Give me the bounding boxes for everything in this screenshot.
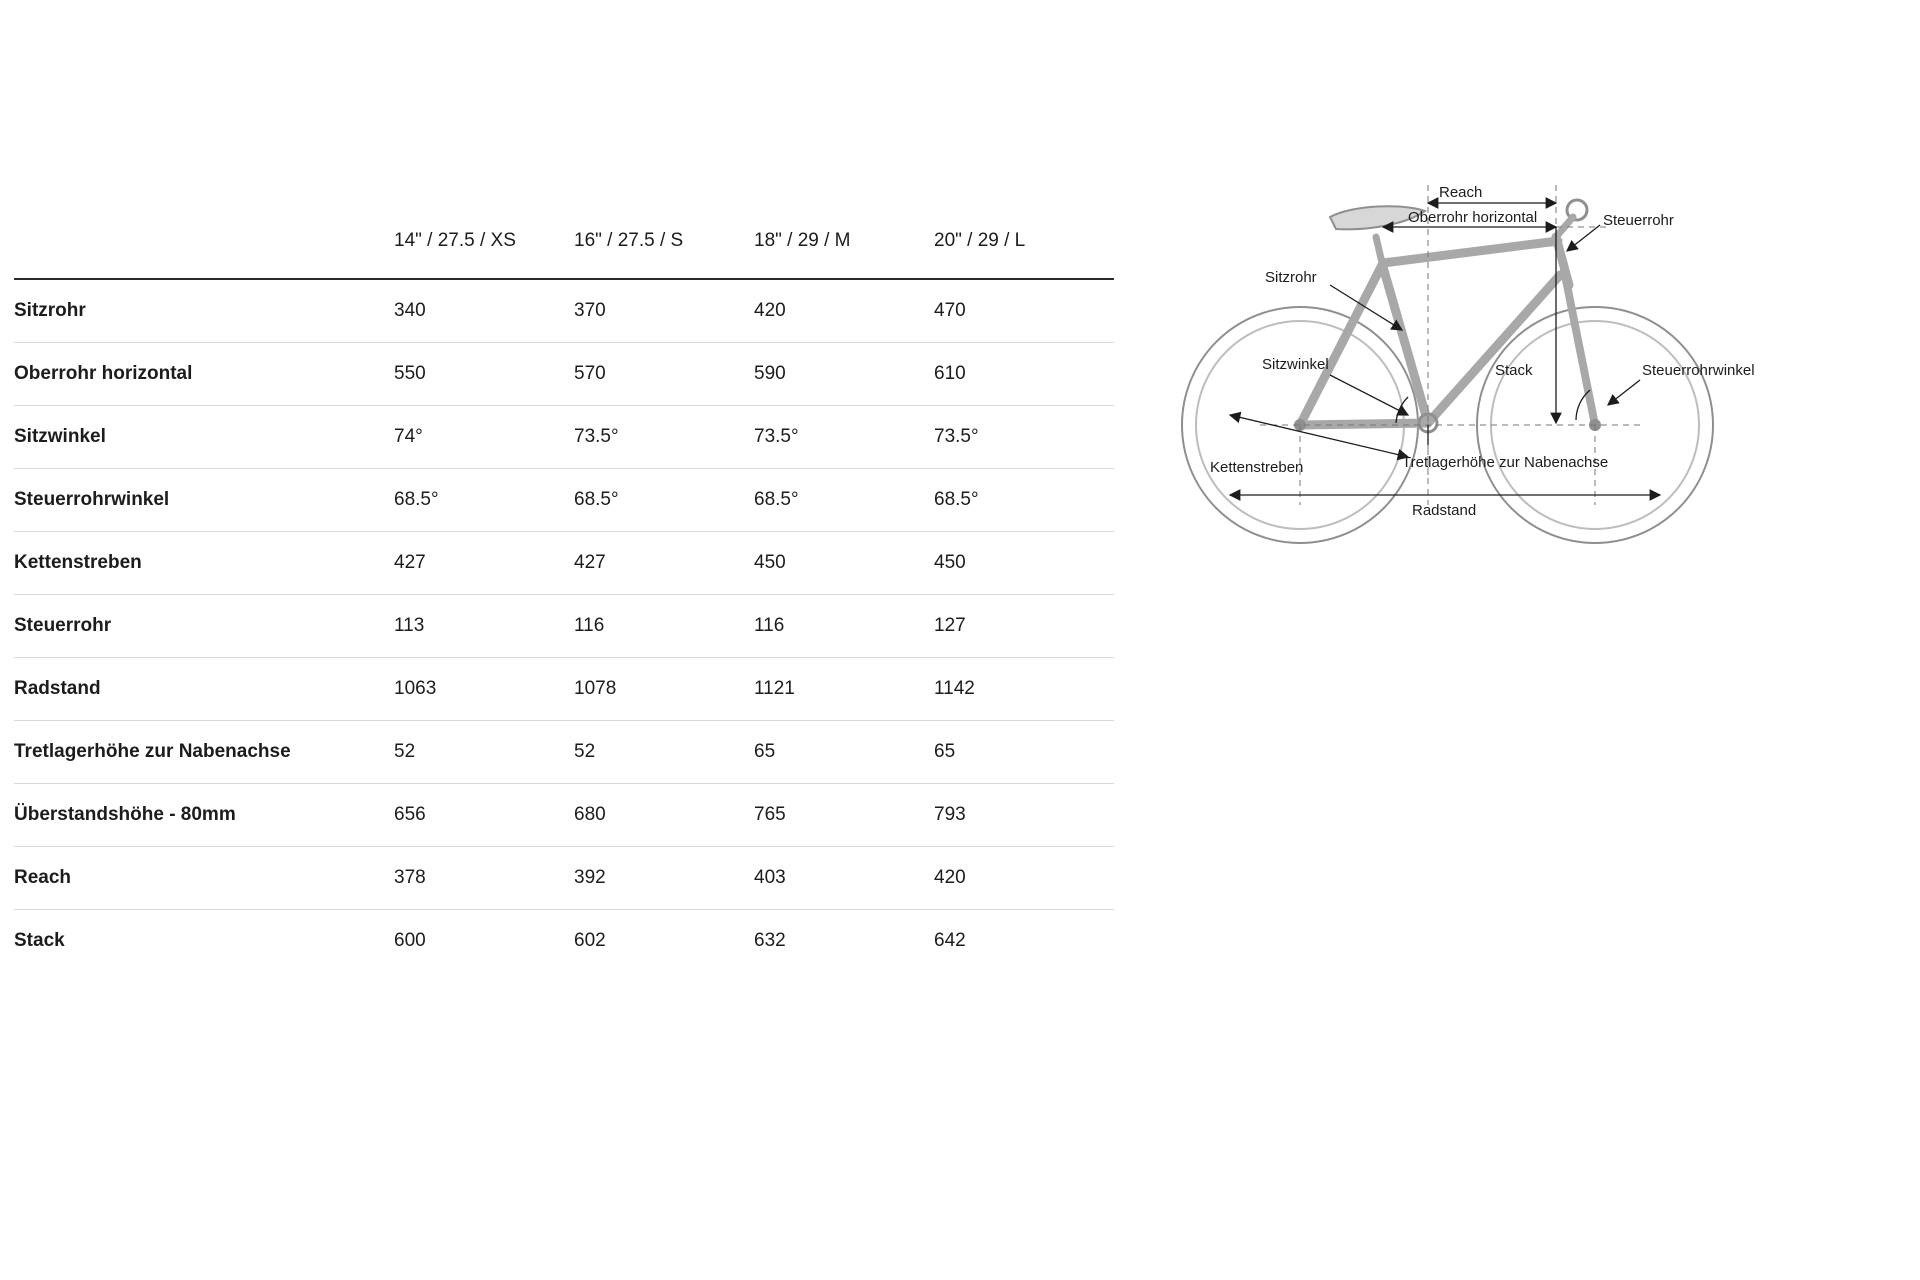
row-value: 74° [394,406,574,469]
row-value: 450 [754,532,934,595]
table-row [14,847,1114,910]
label-sitzwinkel: Sitzwinkel [1262,356,1329,373]
row-label: Radstand [14,658,394,721]
row-value: 1142 [934,658,1114,721]
row-value: 793 [934,784,1114,847]
table-row [14,658,1114,721]
fork-outline [1564,270,1595,425]
row-value: 420 [934,847,1114,910]
row-value: 427 [394,532,574,595]
row-value: 68.5° [574,469,754,532]
label-kettenstreben: Kettenstreben [1210,459,1304,476]
row-value: 68.5° [394,469,574,532]
row-value: 680 [574,784,754,847]
row-value: 68.5° [754,469,934,532]
label-sitzrohr: Sitzrohr [1265,269,1317,286]
label-tretlagerhoehe: Tretlagerhöhe zur Nabenachse [1402,454,1609,471]
table-row [14,784,1114,847]
header-corner [14,230,394,279]
row-value: 116 [574,595,754,658]
header-size-2: 18" / 29 / M [754,230,851,251]
handlebar-icon [1556,200,1587,237]
row-value: 52 [574,721,754,784]
row-value: 590 [754,343,934,406]
row-value: 1121 [754,658,934,721]
label-stack: Stack [1495,362,1533,379]
dimension-headtube [1567,225,1600,251]
row-value: 113 [394,595,574,658]
row-label: Steuerrohrwinkel [14,469,394,532]
table-row [14,279,1114,343]
row-value: 550 [394,343,574,406]
label-reach: Reach [1439,184,1483,201]
row-label: Sitzwinkel [14,406,394,469]
row-value: 602 [574,930,606,951]
row-value: 450 [934,532,1114,595]
label-steuerrohrwinkel: Steuerrohrwinkel [1642,362,1755,379]
table-row [14,532,1114,595]
bike-geometry-diagram [1140,175,1910,635]
table-row [14,469,1114,532]
row-value: 52 [394,721,574,784]
row-value: 470 [934,279,1114,343]
row-label: Reach [14,847,394,910]
row-value: 765 [754,784,934,847]
header-size-1: 16" / 27.5 / S [574,230,684,251]
header-size-3: 20" / 29 / L [934,230,1026,251]
row-value: 116 [754,595,934,658]
geometry-table-container [14,230,1124,972]
table-row [14,343,1114,406]
row-label: Oberrohr horizontal [14,343,394,406]
row-value: 1063 [394,658,574,721]
row-label: Steuerrohr [14,595,394,658]
row-label: Stack [14,930,65,951]
row-label: Überstandshöhe - 80mm [14,784,394,847]
row-value: 392 [574,847,754,910]
row-value: 340 [394,279,574,343]
geometry-table-body [14,279,1114,972]
label-steuerrohr: Steuerrohr [1603,212,1674,229]
row-value: 420 [754,279,934,343]
table-row [14,721,1114,784]
row-value: 642 [934,930,966,951]
row-value: 68.5° [934,469,1114,532]
row-value: 656 [394,784,574,847]
row-value: 73.5° [574,406,754,469]
row-value: 65 [754,721,934,784]
table-row [14,406,1114,469]
row-value: 73.5° [934,406,1114,469]
row-value: 378 [394,847,574,910]
row-value: 1078 [574,658,754,721]
row-value: 600 [394,930,426,951]
geometry-table [14,230,1114,972]
row-value: 570 [574,343,754,406]
label-oberrohr-horizontal: Oberrohr horizontal [1408,209,1538,226]
table-row [14,910,1114,973]
row-value: 370 [574,279,754,343]
geometry-table-head [14,230,1114,279]
row-value: 73.5° [754,406,934,469]
row-value: 65 [934,721,1114,784]
frame-outline [1300,237,1569,425]
table-row [14,595,1114,658]
row-value: 403 [754,847,934,910]
row-label: Kettenstreben [14,532,394,595]
row-label: Tretlagerhöhe zur Nabenachse [14,721,394,784]
row-label: Sitzrohr [14,279,394,343]
header-size-0: 14" / 27.5 / XS [394,230,516,251]
label-radstand: Radstand [1412,502,1477,519]
row-value: 610 [934,343,1114,406]
row-value: 127 [934,595,1114,658]
row-value: 427 [574,532,754,595]
row-value: 632 [754,930,786,951]
table-header-row [14,230,1114,279]
dimension-seatangle [1330,375,1408,423]
